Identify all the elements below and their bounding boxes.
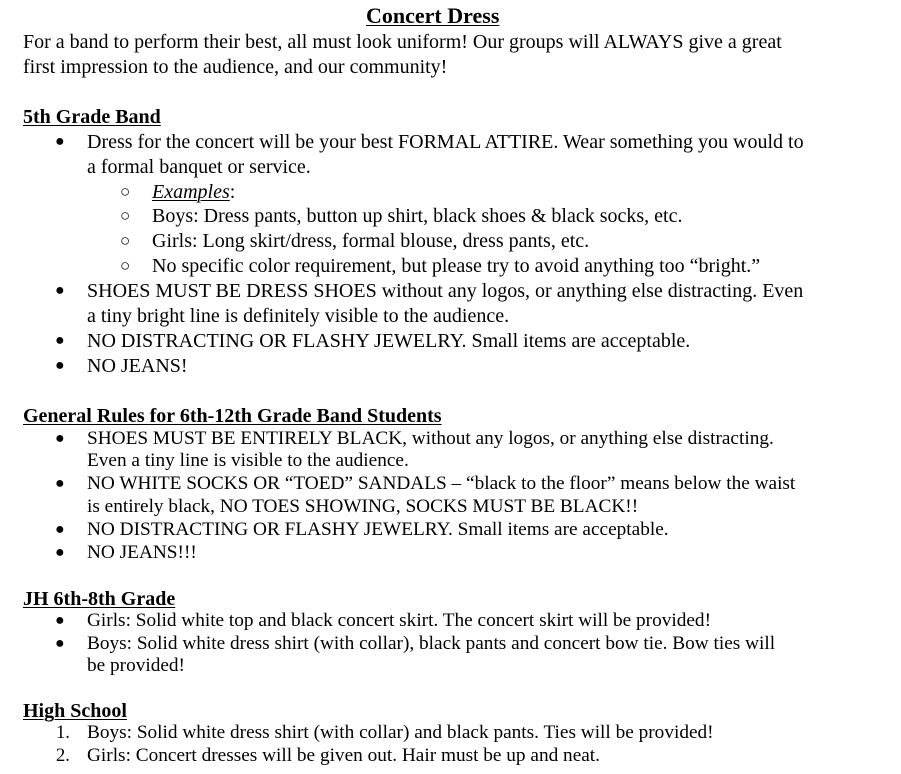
circle-bullet-icon: ○ [120,182,131,201]
fifth-item-1-line-1: Dress for the concert will be your best FORMAL ATTIRE. Wear something you would to [87,131,804,153]
general-item-1-line-2: Even a tiny line is visible to the audience. [87,450,409,471]
intro-line-2: first impression to the audience, and our community! [23,56,448,78]
intro-line-1: For a band to perform their best, all must look uniform! Our groups will ALWAYS give a great [23,31,782,53]
example-item: No specific color requirement, but please try to avoid anything too “bright.” [152,255,761,277]
circle-bullet-icon: ○ [120,231,131,250]
jh-item-2-line-1: Boys: Solid white dress shirt (with collar), black pants and concert bow tie. Bow ties will [87,633,776,654]
general-item-3: NO DISTRACTING OR FLASHY JEWELRY. Small items are acceptable. [87,519,669,540]
list-number: 2. [56,746,70,766]
bullet-icon: ● [55,430,65,447]
jh-item-2-line-2: be provided! [87,655,185,676]
section-heading-jh: JH 6th-8th Grade [23,588,176,610]
general-item-2-line-2: is entirely black, NO TOES SHOWING, SOCKS MUST BE BLACK!! [87,496,639,517]
hs-item-1: Boys: Solid white dress shirt (with collar) and black pants. Ties will be provided! [87,722,714,743]
examples-colon: : [229,181,236,203]
list-number: 1. [56,723,70,743]
fifth-item-4: NO JEANS! [87,355,188,377]
fifth-item-1-line-2: a formal banquet or service. [87,156,311,178]
section-heading-5th-grade: 5th Grade Band [23,106,161,128]
bullet-icon: ● [55,357,65,374]
fifth-item-2-line-1: SHOES MUST BE DRESS SHOES without any logos, or anything else distracting. Even [87,280,804,302]
circle-bullet-icon: ○ [120,256,131,275]
bullet-icon: ● [55,282,65,299]
bullet-icon: ● [55,635,65,652]
example-item: Girls: Long skirt/dress, formal blouse, dress pants, etc. [152,230,590,252]
fifth-item-2-line-2: a tiny bright line is definitely visible to the audience. [87,305,510,327]
section-heading-general-rules: General Rules for 6th-12th Grade Band Students [23,405,442,427]
examples-heading [152,180,235,204]
general-item-1-line-1: SHOES MUST BE ENTIRELY BLACK, without any logos, or anything else distracting. [87,428,774,449]
general-item-2-line-1: NO WHITE SOCKS OR “TOED” SANDALS – “black to the floor” means below the waist [87,473,796,494]
bullet-icon: ● [55,521,65,538]
general-item-4: NO JEANS!!! [87,542,197,563]
page-title: Concert Dress [366,3,500,28]
bullet-icon: ● [55,612,65,629]
bullet-icon: ● [55,475,65,492]
jh-item-1: Girls: Solid white top and black concert skirt. The concert skirt will be provided! [87,610,711,631]
bullet-icon: ● [55,133,65,150]
section-heading-high-school: High School [23,700,127,722]
example-item: Boys: Dress pants, button up shirt, black shoes & black socks, etc. [152,205,683,227]
bullet-icon: ● [55,544,65,561]
fifth-item-3: NO DISTRACTING OR FLASHY JEWELRY. Small items are acceptable. [87,330,691,352]
examples-label: Examples [152,181,230,203]
circle-bullet-icon: ○ [120,206,131,225]
bullet-icon: ● [55,332,65,349]
hs-item-2: Girls: Concert dresses will be given out. Hair must be up and neat. [87,745,600,766]
